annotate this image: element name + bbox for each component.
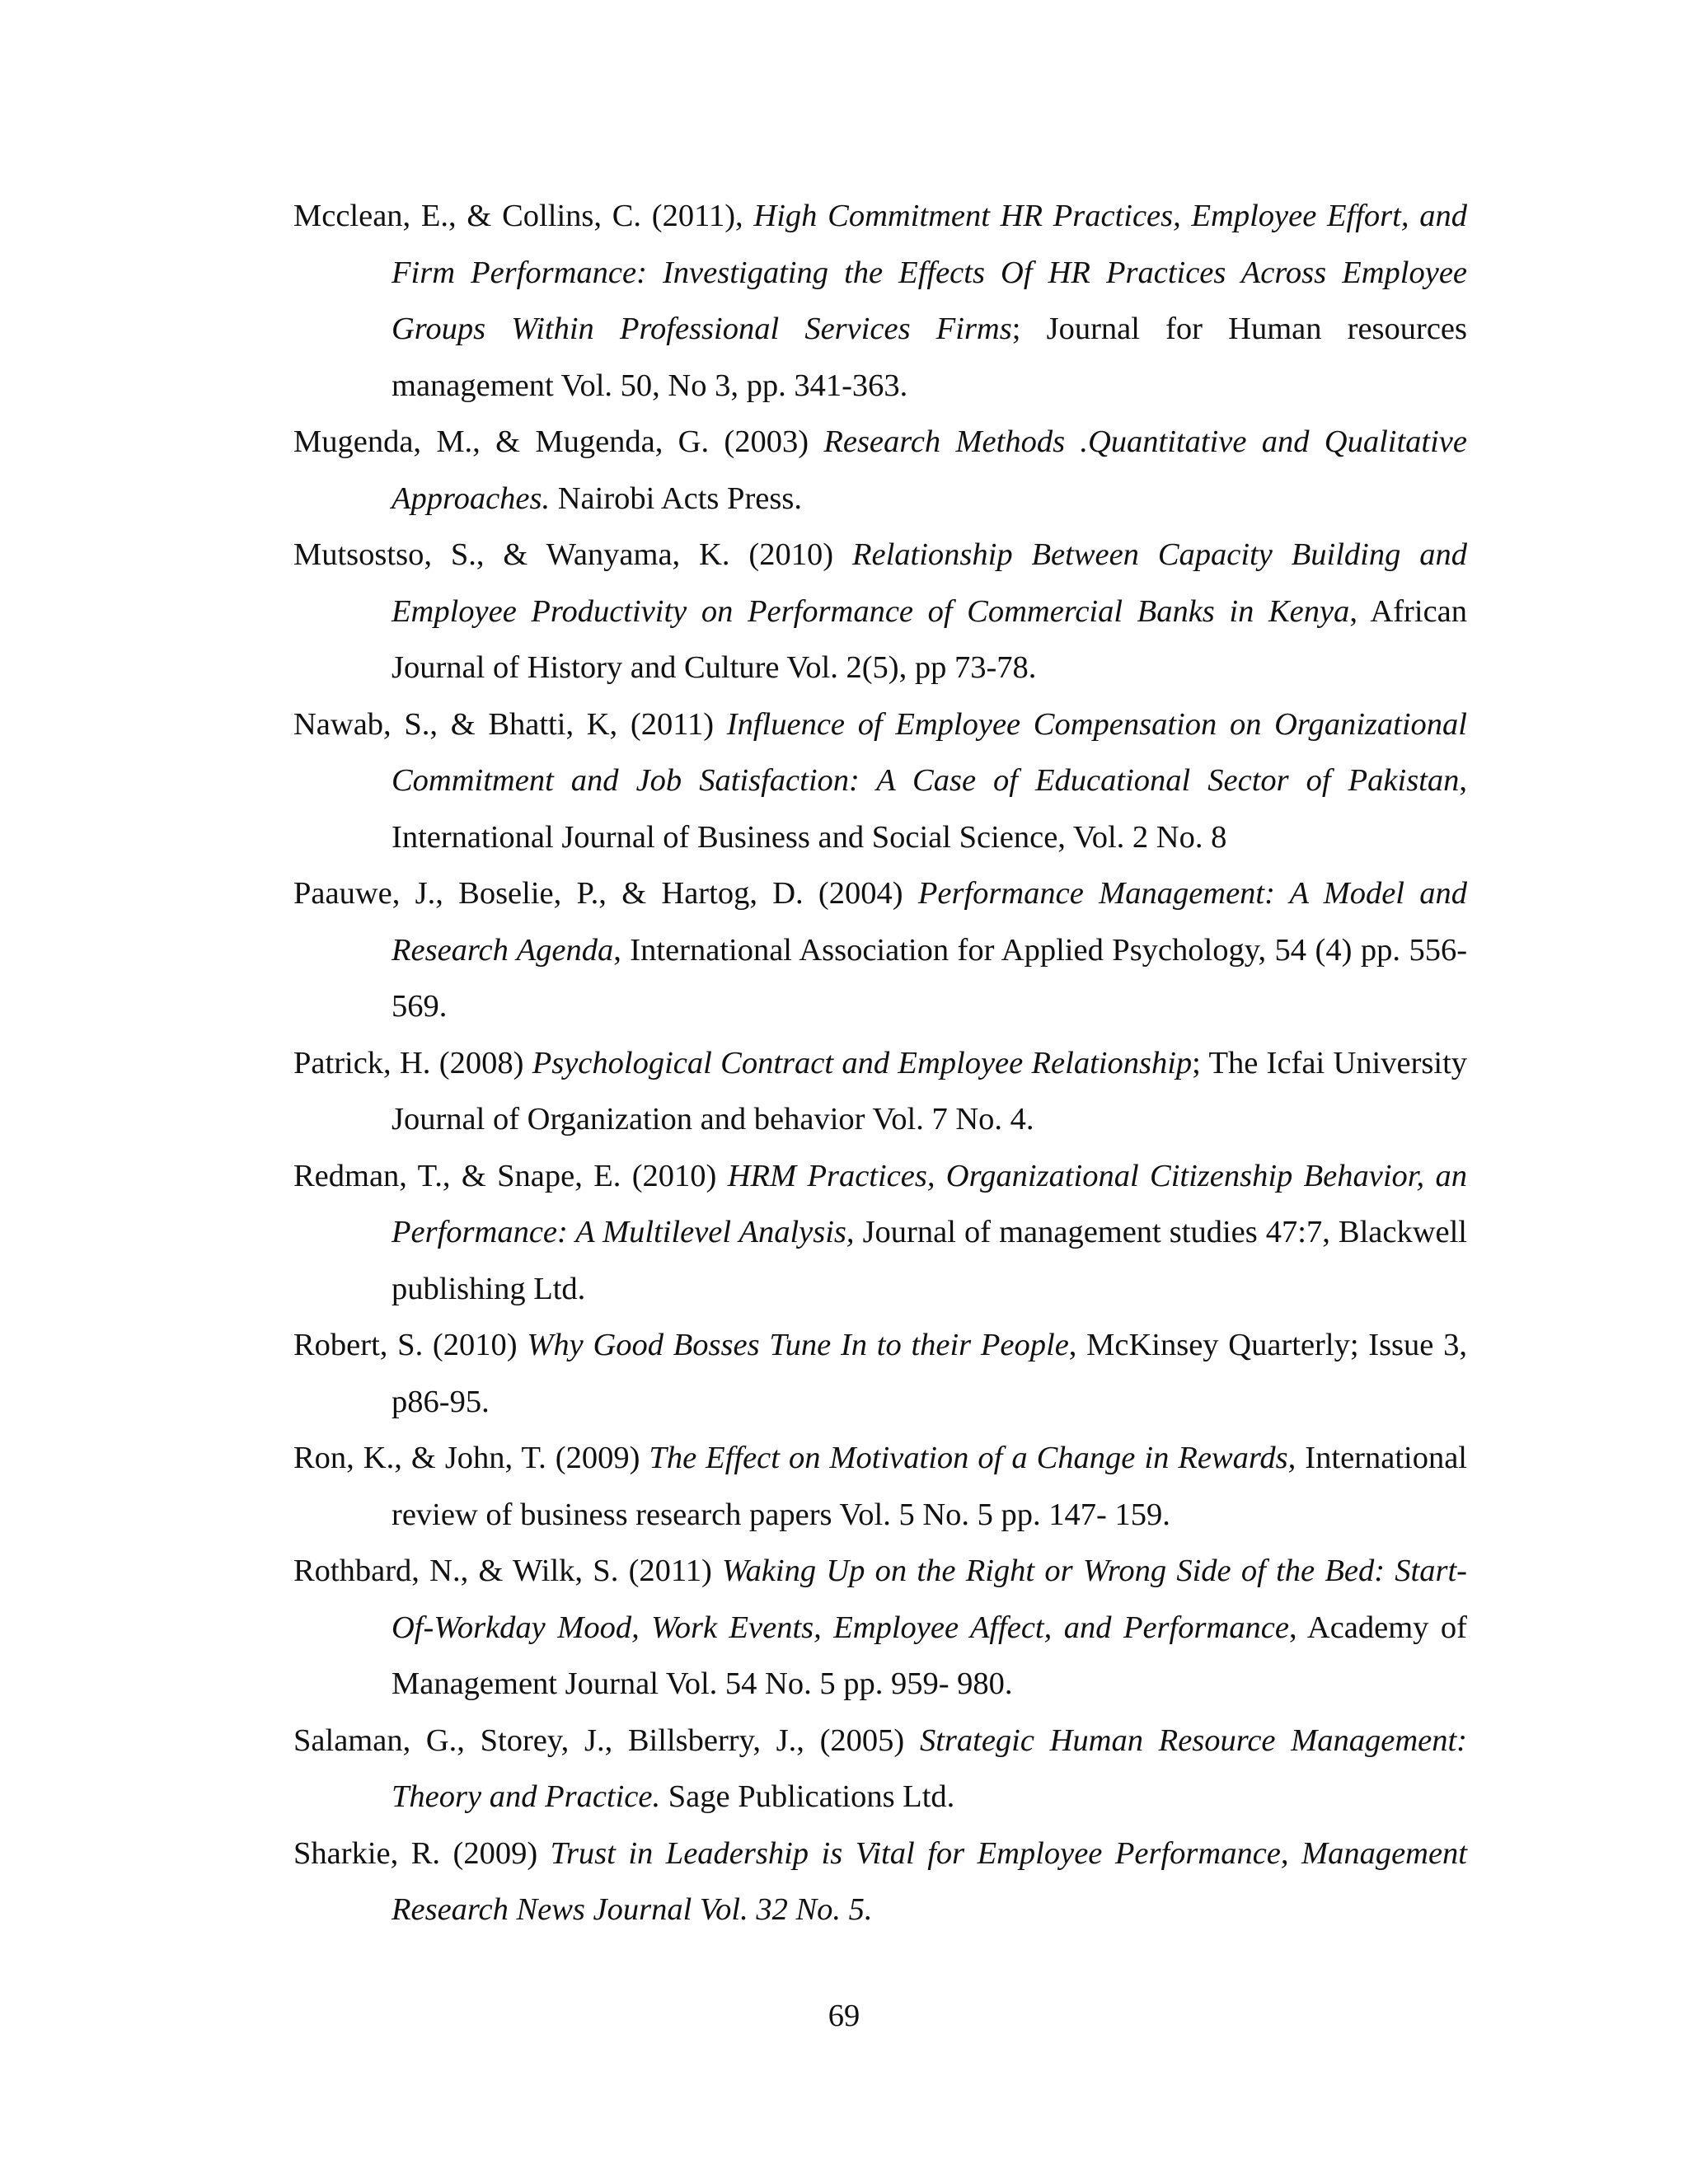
reference-entry [293, 1430, 1467, 1543]
reference-source: Nairobi Acts Press. [550, 480, 802, 516]
page-number: 69 [828, 1999, 860, 2033]
reference-entry [293, 1543, 1467, 1713]
reference-title: High Commitment HR Practices, Employee Effort, and Firm Performance: Investigating the Effects Of HR Practices Across Employee Groups Within Professional Services Firms [392, 199, 1467, 346]
reference-entry [293, 865, 1467, 1035]
reference-title: Research Methods .Quantitative and Qualitative Approaches. [392, 424, 1467, 516]
reference-entry [293, 1825, 1467, 1938]
reference-source: Journal of management studies 47:7, Blackwell publishing Ltd. [392, 1215, 1467, 1306]
reference-authors: Paauwe, J., Boselie, P., & Hartog, D. (2004) [293, 876, 918, 911]
reference-source: , McKinsey Quarterly; Issue 3, p86-95. [392, 1328, 1467, 1419]
reference-entry [293, 1035, 1467, 1148]
reference-source: , International Journal of Business and Social Science, Vol. 2 No. 8 [392, 763, 1467, 855]
reference-entry [293, 1713, 1467, 1825]
reference-title: Performance Management: A Model and Research Agenda [392, 876, 1468, 968]
reference-title: Psychological Contract and Employee Relationship [532, 1045, 1193, 1080]
reference-entry [293, 696, 1467, 866]
reference-authors: Mcclean, E., & Collins, C. (2011), [293, 199, 754, 233]
reference-entry [293, 1148, 1467, 1318]
reference-authors: Mugenda, M., & Mugenda, G. (2003) [293, 424, 824, 459]
reference-authors: Redman, T., & Snape, E. (2010) [293, 1158, 728, 1193]
reference-authors: Salaman, G., Storey, J., Billsberry, J., (2005) [293, 1722, 920, 1758]
reference-authors: Sharkie, R. (2009) [293, 1835, 551, 1871]
reference-source: ; The Icfai University Journal of Organization and behavior Vol. 7 No. 4. [392, 1045, 1468, 1137]
reference-source: , Academy of Management Journal Vol. 54 No. 5 pp. 959- 980. [392, 1610, 1467, 1701]
reference-source: Sage Publications Ltd. [660, 1779, 955, 1814]
reference-authors: Nawab, S., & Bhatti, K, (2011) [293, 706, 727, 742]
reference-authors: Mutsostso, S., & Wanyama, K. (2010) [293, 537, 852, 572]
reference-source: ; Journal for Human resources management Vol. 50, No 3, pp. 341-363. [392, 312, 1468, 403]
reference-authors: Ron, K., & John, T. (2009) [293, 1441, 649, 1475]
reference-authors: Patrick, H. (2008) [293, 1045, 532, 1080]
reference-title: Strategic Human Resource Management: Theory and Practice. [392, 1722, 1467, 1814]
reference-source: International review of business research papers Vol. 5 No. 5 pp. 147- 159. [392, 1441, 1467, 1532]
reference-title: Influence of Employee Compensation on Organizational Commitment and Job Satisfaction: A Case of Educational Sector of Pakistan [392, 706, 1468, 798]
reference-title: Relationship Between Capacity Building and Employee Productivity on Performance of Commercial Banks in Kenya [392, 537, 1468, 629]
reference-title: Waking Up on the Right or Wrong Side of the Bed: Start-Of-Workday Mood, Work Events, Employee Affect, and Performance [392, 1554, 1467, 1645]
reference-entry [293, 527, 1467, 696]
reference-source: , International Association for Applied Psychology, 54 (4) pp. 556-569. [392, 932, 1468, 1024]
reference-entry [293, 188, 1467, 414]
reference-title: Why Good Bosses Tune In to their People [527, 1328, 1069, 1362]
reference-authors: Robert, S. (2010) [293, 1328, 528, 1362]
reference-entry [293, 414, 1467, 527]
reference-entry [293, 1317, 1467, 1430]
reference-authors: Rothbard, N., & Wilk, S. (2011) [293, 1554, 723, 1588]
reference-source: , African Journal of History and Culture Vol. 2(5), pp 73-78. [392, 593, 1467, 685]
reference-title: Trust in Leadership is Vital for Employee Performance, Management Research News Journal Vol. 32 No. 5. [392, 1835, 1467, 1927]
reference-title: HRM Practices, Organizational Citizenship Behavior, an Performance: A Multilevel Analysis, [392, 1158, 1467, 1249]
reference-title: The Effect on Motivation of a Change in Rewards, [649, 1441, 1296, 1475]
reference-list [293, 188, 1467, 1938]
